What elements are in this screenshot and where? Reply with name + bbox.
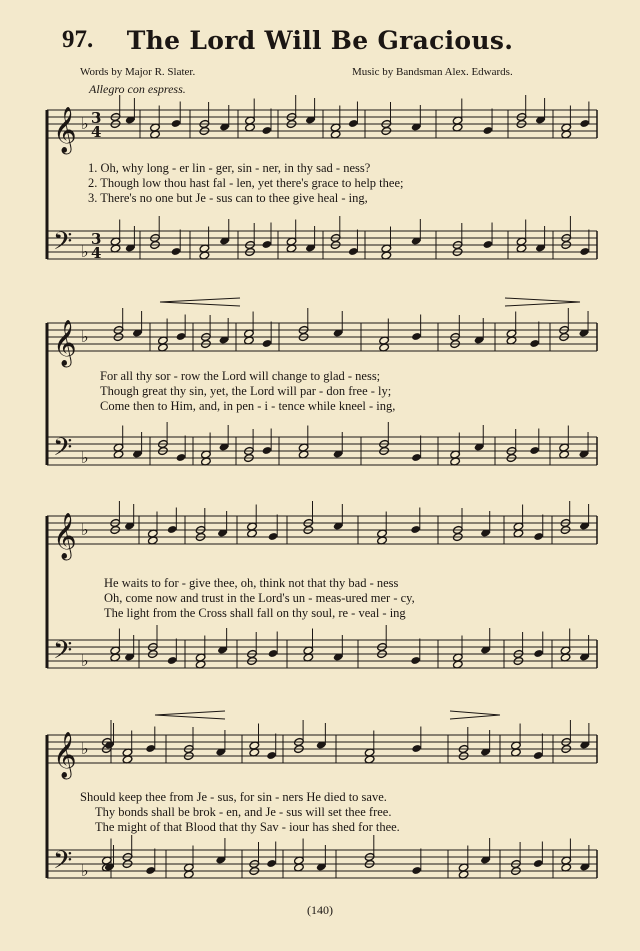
crescendo-hairpin [155, 715, 225, 719]
page-number: (140) [307, 903, 333, 917]
lyric-line: Though great thy sin, yet, the Lord will par - don free - ly; [100, 384, 392, 398]
tempo-marking: Allegro con espress. [89, 82, 186, 96]
flat-sign-icon: ♭ [81, 739, 89, 758]
hymn-title: The Lord Will Be Gracious. [126, 26, 514, 55]
flat-sign-icon: ♭ [81, 242, 89, 261]
lyric-line: He waits to for - give thee, oh, think not that thy bad - ness [104, 576, 399, 590]
lyric-line: 2. Though low thou hast fal - len, yet there's grace to help thee; [88, 176, 404, 190]
lyric-line: Come then to Him, and, in pen - i - tence while kneel - ing, [100, 399, 396, 413]
lyric-line: The might of that Blood that thy Sav - iour has shed for thee. [95, 820, 400, 834]
flat-sign-icon: ♭ [81, 114, 89, 133]
crescendo-hairpin [160, 302, 240, 306]
hymn-number: 97. [62, 26, 94, 53]
flat-sign-icon: ♭ [81, 327, 89, 346]
bass-clef-icon: 𝄢 [53, 846, 73, 881]
lyric-line: For all thy sor - row the Lord will change to glad - ness; [100, 369, 381, 383]
decrescendo-hairpin [450, 711, 500, 715]
treble-clef-icon: 𝄞 [53, 107, 77, 153]
bass-clef-icon: 𝄢 [53, 636, 73, 671]
treble-clef-icon: 𝄞 [53, 732, 77, 778]
lyric-line: Oh, come now and trust in the Lord's un - meas-ured mer - cy, [104, 591, 415, 605]
words-credit: Words by Major R. Slater. [80, 66, 196, 78]
flat-sign-icon: ♭ [81, 861, 89, 880]
bass-clef-icon: 𝄢 [53, 227, 73, 262]
decrescendo-hairpin [450, 715, 500, 719]
flat-sign-icon: ♭ [81, 448, 89, 467]
lyric-line: 1. Oh, why long - er lin - ger, sin - ner, in thy sad - ness? [88, 161, 371, 175]
crescendo-hairpin [155, 711, 225, 715]
crescendo-hairpin [160, 298, 240, 302]
time-signature-bottom: 4 [91, 244, 102, 262]
lyric-line: 3. There's no one but Je - sus can to thee give heal - ing, [88, 191, 368, 205]
time-signature-top: 3 [91, 109, 102, 127]
time-signature-top: 3 [91, 230, 102, 248]
decrescendo-hairpin [505, 298, 580, 302]
treble-clef-icon: 𝄞 [53, 320, 77, 366]
music-credit: Music by Bandsman Alex. Edwards. [352, 66, 513, 78]
decrescendo-hairpin [505, 302, 580, 306]
lyric-line: The light from the Cross shall fall on thy soul, re - veal - ing [104, 606, 406, 620]
bass-clef-icon: 𝄢 [53, 433, 73, 468]
treble-clef-icon: 𝄞 [53, 513, 77, 559]
lyric-line: Thy bonds shall be brok - en, and Je - sus will set thee free. [95, 805, 392, 819]
time-signature-bottom: 4 [91, 123, 102, 141]
lyric-line: Should keep thee from Je - sus, for sin - ners He died to save. [80, 790, 387, 804]
flat-sign-icon: ♭ [81, 651, 89, 670]
flat-sign-icon: ♭ [81, 520, 89, 539]
